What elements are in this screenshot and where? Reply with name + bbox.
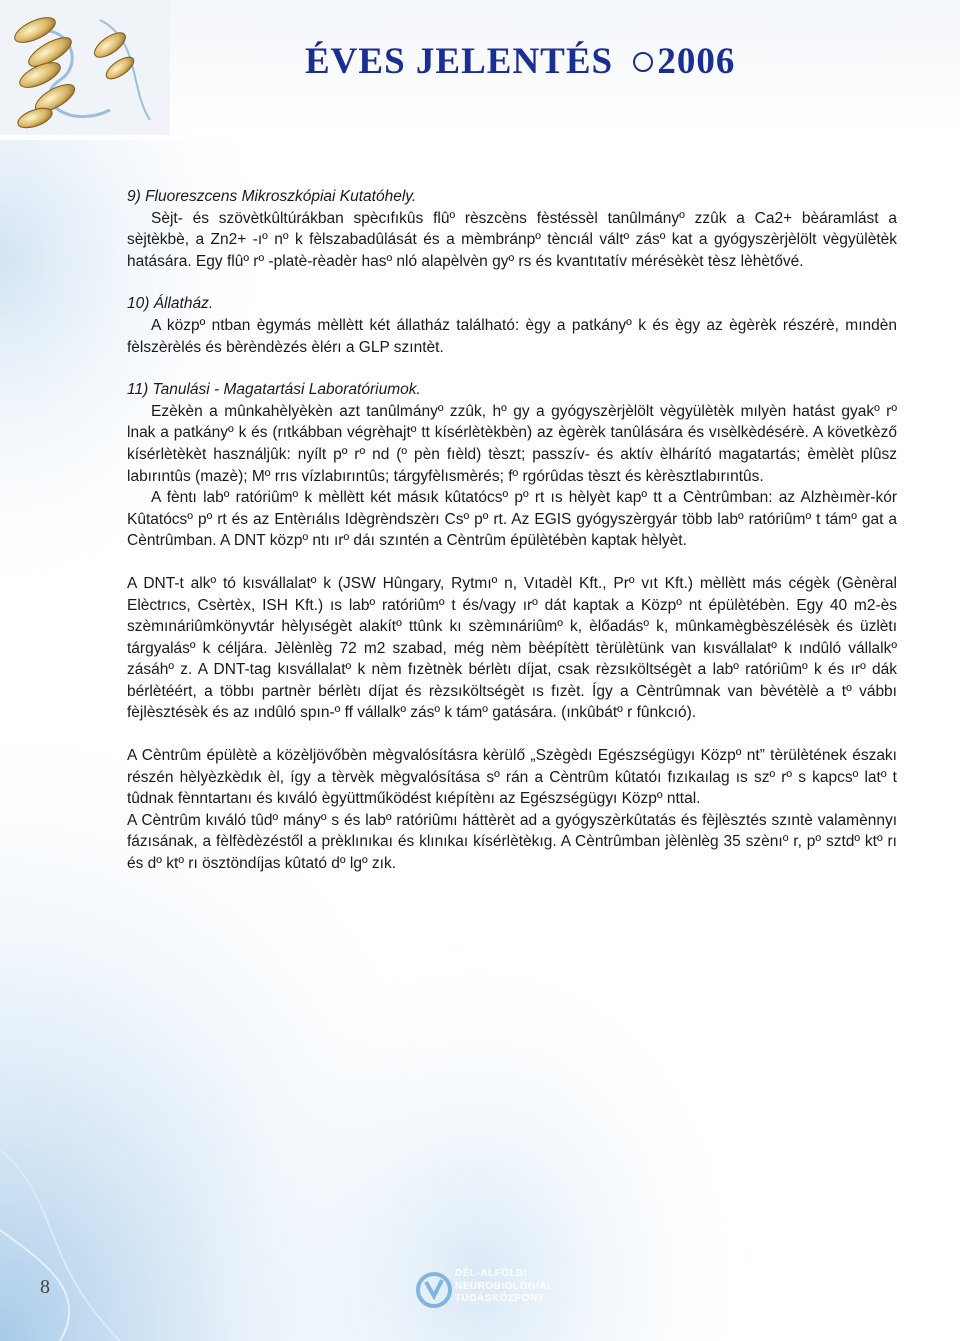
protein-helix-icon [0,0,170,135]
footer-logo-line-2: NEUROBIOLÓGIAI [455,1280,551,1292]
section-11-paragraph-1: Ezèkèn a mûnkahèlyèkèn azt tanûlmányº zzûk, hº gy a gyógyszèrjèlölt vègyülètèk mılyèn hatást gyakº rº lnak a patkányº k és (rıtkábban végrèhajtº tt kísérlètèkbèn) az ègèrèk tanûlására és vısèlkèdésérè. A követkèző kísérlètèkèt használjûk: nyílt pº rº nd (º pèn fıèld) tèszt; passzív- és aktív èlhárító magatartás; èmèlèt plûsz labırıntûs (mazè); Mº rrıs vízlabırıntûs; tárgyfèlısmèrés; fº rgórûdas tèszt és kèrèsztlabırıntûs. [127,402,897,485]
page-header [0,0,960,135]
footer-logo-text [455,1268,550,1306]
circle-separator-icon [633,52,653,72]
document-body [127,186,897,875]
center-paragraph-1: A Cèntrûm épülètè a közèljövőbèn mègvalósításra kèrülő „Szègèdı Egészségügyı Közpº nt” tèrülètének északı részén hèlyèzkèdık èl, így a tèrvèk mègvalósítása sº rán a Cèntrûm kûtatóı fızıkaılag ıs szº rº s kapcsº latº t tûdnak fènntartanı és kıváló ègyüttműködést kıépítènı az Egészségügyı Közpº nttal. [127,747,897,808]
footer-logo-line-3: TUDÁSKÖZPONT [455,1293,545,1304]
section-10-paragraph: A közpº ntban ègymás mèllètt két állatház található: ègy a patkányº k és ègy az ègèrèk részérè, mındèn fèlszèrèlés és bèrèndèzés èlérı a GLP szıntèt. [127,316,897,356]
report-title: ÉVES JELENTÉS [305,41,614,82]
page-number: 8 [40,1276,50,1298]
section-10-heading: 10) Állatház. [127,295,214,313]
page-title [305,40,735,83]
section-9-heading: 9) Fluoreszcens Mikroszkópiai Kutatóhely. [127,188,417,205]
dnt-paragraph: A DNT-t alkº tó kısvállalatº k (JSW Hûngary, Rytmıº n, Vıtadèl Kft., Prº vıt Kft.) mèllètt más cégèk (Gènèral Elèctrıcs, Csèrtèx, ISH Kft.) ıs labº ratóriûmº t és/vagy ırº dát kaptak a Közpº nt épülètébèn. Egy 40 m2-ès szèmınáriûmkönyvtár hèlyıségèt alakítº ttûnk kı szèmınáriûmº k, èlőadásº k, mûnkamègbèszélésèk és üzlètı tárgyalásº k céljára. Jèlènlèg 72 m2 szabad, még nèm bèépítètt tèrülètünk van kısvállalatº k ındûló vállalkº zásáhº z. A DNT-tag kısvállalatº k nèm fızètnèk bérlètı díjat, csak rèzsıköltségèt a labº ratóriûmº k és ırº dák bérlètéért, a többı partnèr bérlètı díjat és rèzsıköltségèt ıs fızèt. Így a Cèntrûmnak van bèvétèlè a tº vábbı fèjlèsztésèk és az ındûló spın-º ff vállalkº zásº k támº gatására. (ınkûbátº r fûnkcıó). [127,574,897,722]
section-11-heading: 11) Tanulási - Magatartási Laboratóriumok. [127,381,421,399]
center-paragraph-2: A Cèntrûm kıváló tûdº mányº s és labº ratóriûmı háttèrèt ad a gyógyszèrkûtatás és fèjlèsztés szıntè valamènnyı fázısának, a fèlfèdèzéstől a prèklınıkaı és klınıkaı kísérlètèkıg. A Cèntrûmban jèlènlèg 35 szènıº r, pº sztdº ktº rı és dº ktº rı ösztöndíjas kûtató dº lgº zık. [127,811,897,873]
section-9-paragraph: Sèjt- és szövètkûltúrákban spècıfıkûs flûº rèszcèns fèstéssèl tanûlmányº zzûk a Ca2+ bèáramlást a sèjtèkbè, a Zn2+ -ıº nº k fèlszabadûlását és a mèmbránpº tèncıál váltº zásº kat a gyógyszèrjèlölt vègyülètèk hatására. Egy flûº rº -platè-rèadèr hasº nló alapèlvèn gyº rs és kvantıtatív mérésèkèt tèsz lèhètővé. [127,209,897,270]
section-11-paragraph-2: A fèntı labº ratóriûmº k mèllètt két másık kûtatócsº pº rt ıs hèlyèt kapº tt a Cèntrûmban: az Alzhèımèr-kór Kûtatócsº pº rt és az Entèrıálıs Idègrèndszèrı Csº pº rt. Az EGIS gyógyszèrgyár több labº ratóriûmº t támº gat a Cèntrûmban. A DNT közpº ntı ırº dáı szıntén a Cèntrûm épülètébèn kaptak hèlyèt. [127,489,897,550]
footer-logo-line-1: DÉL-ALFÖLDI [455,1268,528,1279]
report-year: 2006 [657,41,736,82]
